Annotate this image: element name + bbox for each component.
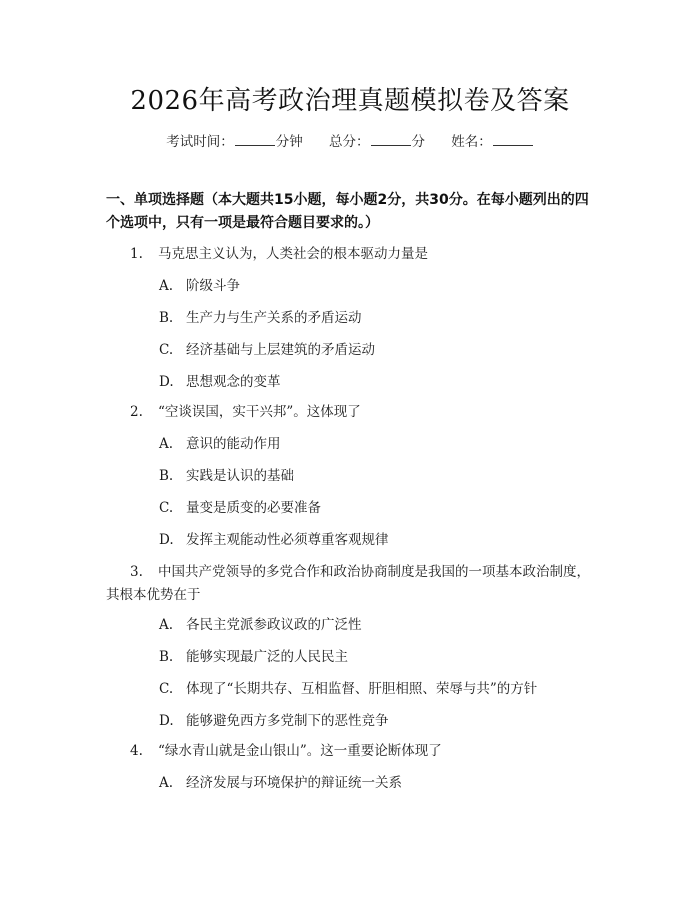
option-text: 实践是认识的基础 <box>186 468 294 484</box>
question-number: 4. <box>130 743 143 759</box>
option-3d <box>159 711 599 731</box>
question-4 <box>106 740 602 763</box>
option-letter: A. <box>159 775 174 791</box>
question-stem: “空谈误国，实干兴邦”。这体现了 <box>158 404 361 420</box>
option-text: 思想观念的变革 <box>186 374 281 390</box>
question-stem: “绿水青山就是金山银山”。这一重要论断体现了 <box>158 743 442 759</box>
score-field <box>329 131 425 152</box>
option-letter: B. <box>159 310 174 326</box>
score-unit: 分 <box>411 134 425 150</box>
question-number: 2. <box>130 404 143 420</box>
question-2 <box>106 401 602 424</box>
section-heading: 一、单项选择题（本大题共15小题，每小题2分，共30分。在每小题列出的四个选项中，只有一项是最符合题目要求的。） <box>106 192 589 231</box>
option-letter: A. <box>159 436 174 452</box>
option-letter: C. <box>159 681 174 697</box>
option-text: 能够避免西方多党制下的恶性竞争 <box>186 713 389 729</box>
option-text: 能够实现最广泛的人民民主 <box>186 649 348 665</box>
option-2b <box>159 466 599 486</box>
option-1d <box>159 372 599 392</box>
time-unit: 分钟 <box>275 134 303 150</box>
exam-title: 2026年高考政治理真题模拟卷及答案 <box>130 86 570 116</box>
option-3c <box>159 679 599 699</box>
question-stem: 马克思主义认为，人类社会的根本驱动力量是 <box>158 246 428 262</box>
option-text: 生产力与生产关系的矛盾运动 <box>186 310 362 326</box>
option-text: 量变是质变的必要准备 <box>186 500 321 516</box>
option-4a <box>159 773 599 793</box>
option-letter: C. <box>159 342 174 358</box>
option-text: 发挥主观能动性必须尊重客观规律 <box>186 532 389 548</box>
option-letter: A. <box>159 278 174 294</box>
option-letter: A. <box>159 617 174 633</box>
name-blank <box>493 131 533 146</box>
question-stem: 中国共产党领导的多党合作和政治协商制度是我国的一项基本政治制度，其根本优势在于 <box>106 564 590 603</box>
option-text: 阶级斗争 <box>186 278 240 294</box>
score-blank <box>371 131 411 146</box>
option-letter: D. <box>159 713 174 729</box>
exam-meta <box>0 131 700 152</box>
option-text: 各民主党派参政议政的广泛性 <box>186 617 362 633</box>
option-text: 体现了“长期共存、互相监督、肝胆相照、荣辱与共”的方针 <box>186 681 538 697</box>
option-3b <box>159 647 599 667</box>
option-letter: D. <box>159 374 174 390</box>
option-2c <box>159 498 599 518</box>
option-letter: B. <box>159 468 174 484</box>
time-label: 考试时间： <box>166 134 234 150</box>
score-label: 总分： <box>329 134 370 150</box>
option-letter: C. <box>159 500 174 516</box>
option-text: 经济发展与环境保护的辩证统一关系 <box>186 775 402 791</box>
option-2a <box>159 434 599 454</box>
option-text: 经济基础与上层建筑的矛盾运动 <box>186 342 375 358</box>
question-number: 1. <box>130 246 143 262</box>
time-field <box>166 131 303 152</box>
option-1c <box>159 340 599 360</box>
question-3 <box>106 561 602 607</box>
option-letter: D. <box>159 532 174 548</box>
option-3a <box>159 615 599 635</box>
option-2d <box>159 530 599 550</box>
time-blank <box>235 131 275 146</box>
option-text: 意识的能动作用 <box>186 436 281 452</box>
question-number: 3. <box>130 564 143 580</box>
name-field <box>451 131 534 152</box>
option-1a <box>159 276 599 296</box>
option-letter: B. <box>159 649 174 665</box>
name-label: 姓名： <box>451 134 492 150</box>
question-1 <box>106 243 602 266</box>
option-1b <box>159 308 599 328</box>
